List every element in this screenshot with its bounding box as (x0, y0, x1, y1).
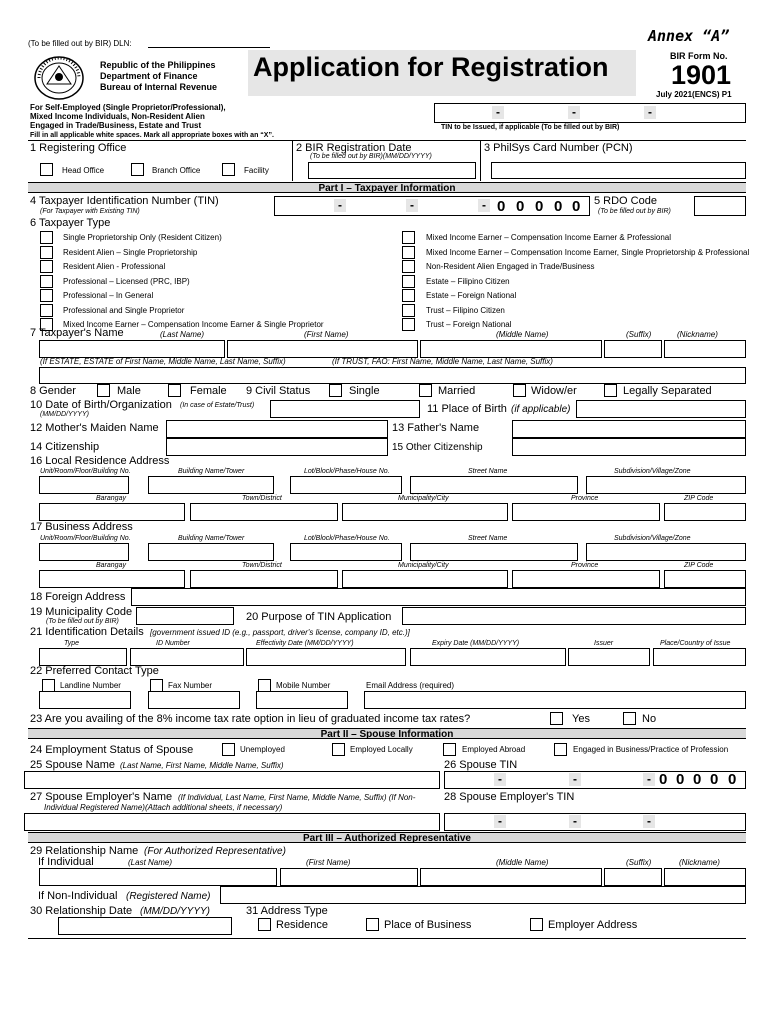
employer-address-label: Employer Address (548, 919, 638, 931)
addr-col-barangay: Barangay (96, 562, 126, 569)
res-lot-field[interactable] (290, 476, 402, 494)
fathers-name-field[interactable] (512, 420, 746, 438)
fathers-name-label: 13 Father's Name (392, 422, 480, 434)
facility-label: Facility (244, 166, 269, 175)
gender-label: 8 Gender (30, 385, 76, 397)
addr-col-unit: Unit/Room/Floor/Building No. (40, 535, 131, 542)
id-number-field[interactable] (130, 648, 244, 666)
addr-col-building: Building Name/Tower (178, 535, 245, 542)
if-individual-label: If Individual (38, 856, 94, 868)
bus-zip-field[interactable] (664, 570, 746, 588)
tin-dash-3: - (478, 199, 490, 212)
employed-locally-label: Employed Locally (350, 745, 413, 754)
nickname-field[interactable] (664, 340, 746, 358)
taxpayer-type-checkbox[interactable] (40, 304, 53, 317)
purpose-field[interactable] (402, 607, 746, 625)
local-residence-address-label: 16 Local Residence Address (30, 455, 170, 467)
branch-office-label: Branch Office (152, 166, 201, 175)
spouse-tin-branch-digit: 0 (693, 771, 702, 788)
spouse-tin-dash-1: - (494, 773, 506, 786)
spouse-name-note: (Last Name, First Name, Middle Name, Suffix) (120, 761, 284, 770)
for-line-3: Engaged in Trade/Business, Estate and Trust (30, 121, 202, 130)
addr-col-subdivision: Subdivision/Village/Zone (614, 468, 691, 475)
taxpayer-type-checkbox[interactable] (402, 246, 415, 259)
tin-issued-label: TIN to be Issued, if applicable (To be filled out by BIR) (441, 124, 620, 131)
rep-nickname-caption: (Nickname) (679, 858, 720, 867)
place-of-birth-field[interactable] (576, 400, 746, 418)
taxpayer-type-option-label: Single Proprietorship Only (Resident Citizen) (63, 233, 222, 242)
bus-subdivision-field[interactable] (586, 543, 746, 561)
part-1-header: Part I – Taxpayer Information (28, 182, 746, 193)
bus-barangay-field[interactable] (39, 570, 185, 588)
addr-col-zip: ZIP Code (684, 562, 714, 569)
male-label: Male (117, 385, 141, 397)
business-address-label: 17 Business Address (30, 521, 133, 533)
employed-locally-checkbox[interactable] (332, 743, 345, 756)
id-col-effectivity: Effectivity Date (MM/DD/YYYY) (256, 640, 354, 647)
bir-seal-icon (33, 56, 85, 100)
tin-branch-digit: 0 (497, 198, 506, 215)
residence-checkbox[interactable] (258, 918, 271, 931)
id-col-place: Place/Country of Issue (660, 640, 731, 647)
id-col-expiry: Expiry Date (MM/DD/YYYY) (432, 640, 520, 647)
relationship-date-field[interactable] (58, 917, 232, 935)
facility-checkbox[interactable] (222, 163, 235, 176)
female-label: Female (190, 385, 227, 397)
suffix-caption: (Suffix) (626, 330, 652, 339)
spouse-tin-branch-digit: 0 (710, 771, 719, 788)
for-line-1: For Self-Employed (Single Proprietor/Professional), (30, 103, 226, 112)
taxpayer-type-label: 6 Taxpayer Type (30, 217, 111, 229)
email-label: Email Address (required) (366, 681, 455, 690)
taxpayer-type-option-label: Estate – Filipino Citizen (426, 276, 510, 286)
first-name-caption: (First Name) (304, 330, 349, 339)
mobile-label: Mobile Number (276, 681, 331, 690)
place-of-business-checkbox[interactable] (366, 918, 379, 931)
res-province-field[interactable] (512, 503, 660, 521)
tin-issued-dash-3: - (644, 106, 656, 119)
part-3-header: Part III – Authorized Representative (28, 832, 746, 843)
taxpayer-type-checkbox[interactable] (40, 260, 53, 273)
tin-branch-digit: 0 (516, 198, 525, 215)
rdo-code-label: 5 RDO Code (594, 195, 657, 207)
branch-office-checkbox[interactable] (131, 163, 144, 176)
spouse-employer-name-label: 27 Spouse Employer's Name (30, 791, 173, 803)
identification-details-label: 21 Identification Details (30, 626, 144, 638)
res-unit-field[interactable] (39, 476, 129, 494)
philsys-pcn-field[interactable] (491, 162, 746, 179)
date-of-birth-format: (MM/DD/YYYY) (40, 411, 89, 418)
rep-nickname-field[interactable] (664, 868, 746, 886)
page-title: Application for Registration (253, 52, 609, 82)
legally-separated-label: Legally Separated (623, 385, 712, 397)
place-of-birth-note: (if applicable) (511, 404, 571, 415)
bus-unit-field[interactable] (39, 543, 129, 561)
income-tax-option-question: 23 Are you availing of the 8% income tax rate option in lieu of graduated income tax rates? (30, 713, 471, 725)
unemployed-label: Unemployed (240, 745, 285, 754)
res-building-field[interactable] (148, 476, 274, 494)
spouse-tin-branch-digit: 0 (676, 771, 685, 788)
taxpayer-type-checkbox[interactable] (402, 318, 415, 331)
philsys-pcn-label: 3 PhilSys Card Number (PCN) (484, 142, 633, 154)
taxpayer-type-option-label: Mixed Income Earner – Compensation Income Earner & Professional (426, 233, 672, 242)
bus-town-field[interactable] (190, 570, 338, 588)
addr-col-municipality: Municipality/City (398, 495, 449, 502)
relationship-date-format: (MM/DD/YYYY) (140, 906, 210, 917)
purpose-label: 20 Purpose of TIN Application (246, 611, 392, 623)
tin-branch-digit: 0 (535, 198, 544, 215)
tin-label: 4 Taxpayer Identification Number (TIN) (30, 195, 219, 207)
relationship-date-label: 30 Relationship Date (30, 905, 133, 917)
taxpayer-type-checkbox[interactable] (402, 304, 415, 317)
agency-line-1: Republic of the Philippines (100, 60, 216, 70)
res-town-field[interactable] (190, 503, 338, 521)
addr-col-town: Town/District (242, 562, 282, 569)
fax-field[interactable] (148, 691, 240, 709)
unemployed-checkbox[interactable] (222, 743, 235, 756)
spouse-employer-note-1: (If Individual, Last Name, First Name, Middle Name, Suffix) (If Non- (178, 793, 416, 802)
male-checkbox[interactable] (97, 384, 110, 397)
mothers-maiden-name-field[interactable] (166, 420, 388, 438)
no-label: No (642, 713, 657, 725)
spouse-name-label: 25 Spouse Name (30, 759, 115, 771)
res-zip-field[interactable] (664, 503, 746, 521)
id-expiry-field[interactable] (410, 648, 566, 666)
widower-label: Widow/er (531, 385, 577, 397)
rep-middle-name-caption: (Middle Name) (496, 858, 549, 867)
addr-col-lot: Lot/Block/Phase/House No. (304, 468, 390, 475)
landline-label: Landline Number (60, 681, 121, 690)
form-number: 1901 (671, 60, 732, 90)
widower-checkbox[interactable] (513, 384, 526, 397)
agency-line-2: Department of Finance (100, 71, 198, 81)
bir-registration-date-note: (To be filled out by BIR)(MM/DD/YYYY) (310, 153, 432, 160)
bus-municipality-field[interactable] (342, 570, 508, 588)
spouse-employer-tin-dash-3: - (643, 815, 655, 828)
single-label: Single (349, 385, 380, 397)
tin-note: (For Taxpayer with Existing TIN) (40, 208, 140, 215)
landline-field[interactable] (39, 691, 131, 709)
estate-trust-name-field[interactable] (39, 367, 746, 384)
other-citizenship-label: 15 Other Citizenship (392, 442, 483, 453)
addr-col-subdivision: Subdivision/Village/Zone (614, 535, 691, 542)
female-checkbox[interactable] (168, 384, 181, 397)
place-of-business-label: Place of Business (384, 919, 472, 931)
agency-line-3: Bureau of Internal Revenue (100, 82, 218, 92)
bus-street-field[interactable] (410, 543, 578, 561)
spouse-tin-dash-2: - (569, 773, 581, 786)
citizenship-label: 14 Citizenship (30, 441, 100, 453)
addr-col-town: Town/District (242, 495, 282, 502)
rdo-code-note: (To be filled out by BIR) (598, 208, 671, 215)
citizenship-field[interactable] (166, 438, 388, 456)
legally-separated-checkbox[interactable] (604, 384, 617, 397)
mothers-maiden-name-label: 12 Mother's Maiden Name (30, 422, 159, 434)
spouse-tin-dash-3: - (643, 773, 655, 786)
res-municipality-field[interactable] (342, 503, 508, 521)
taxpayer-type-option-label: Resident Alien – Single Proprietorship (63, 247, 198, 257)
bus-province-field[interactable] (512, 570, 660, 588)
rep-last-name-caption: (Last Name) (128, 858, 173, 867)
trust-note: (If TRUST, FAO: First Name, Middle Name, Last Name, Suffix) (332, 357, 553, 366)
addr-col-building: Building Name/Tower (178, 468, 245, 475)
addr-col-province: Province (571, 495, 599, 502)
tin-issued-dash-1: - (492, 106, 504, 119)
married-label: Married (438, 385, 476, 397)
email-field[interactable] (364, 691, 746, 709)
taxpayer-type-checkbox[interactable] (402, 260, 415, 273)
eight-percent-no-checkbox[interactable] (623, 712, 636, 725)
tin-issued-dash-2: - (568, 106, 580, 119)
date-of-birth-label: 10 Date of Birth/Organization (30, 399, 172, 411)
spouse-employer-note-2: Individual Registered Name)(Attach additional sheets, if necessary) (44, 803, 283, 812)
rdo-code-field[interactable] (694, 196, 746, 216)
tin-branch-digit: 0 (554, 198, 563, 215)
fax-label: Fax Number (168, 681, 213, 690)
res-street-field[interactable] (410, 476, 578, 494)
spouse-tin-branch-digit: 0 (659, 771, 668, 788)
taxpayer-type-option-label: Resident Alien - Professional (63, 262, 166, 271)
bus-building-field[interactable] (148, 543, 274, 561)
spouse-employer-name-field[interactable] (24, 813, 440, 831)
civil-status-label: 9 Civil Status (246, 385, 311, 397)
id-effectivity-field[interactable] (246, 648, 406, 666)
date-of-birth-field[interactable] (270, 400, 420, 418)
relationship-name-note: (For Authorized Representative) (144, 846, 286, 857)
other-citizenship-field[interactable] (512, 438, 746, 456)
taxpayer-type-checkbox[interactable] (402, 275, 415, 288)
taxpayer-type-option-label: Professional and Single Proprietor (63, 305, 185, 315)
suffix-field[interactable] (604, 340, 662, 358)
taxpayer-name-label: 7 Taxpayer's Name (30, 327, 124, 339)
engaged-business-checkbox[interactable] (554, 743, 567, 756)
for-line-2: Mixed Income Individuals, Non-Resident Alien (30, 112, 205, 121)
rep-first-name-caption: (First Name) (306, 858, 351, 867)
taxpayer-type-option-label: Non-Resident Alien Engaged in Trade/Business (426, 262, 595, 271)
registering-office-label: 1 Registering Office (30, 142, 127, 154)
tin-branch-digit: 0 (572, 198, 581, 215)
mobile-field[interactable] (256, 691, 348, 709)
employed-abroad-label: Employed Abroad (462, 745, 526, 754)
address-type-label: 31 Address Type (246, 905, 328, 917)
yes-label: Yes (572, 713, 590, 725)
id-type-field[interactable] (39, 648, 127, 666)
rep-first-name-field[interactable] (280, 868, 418, 886)
taxpayer-type-checkbox[interactable] (40, 246, 53, 259)
employed-abroad-checkbox[interactable] (443, 743, 456, 756)
addr-col-province: Province (571, 562, 599, 569)
rep-suffix-field[interactable] (604, 868, 662, 886)
married-checkbox[interactable] (419, 384, 432, 397)
taxpayer-type-checkbox[interactable] (402, 231, 415, 244)
tin-dash-1: - (334, 199, 346, 212)
form-label: BIR Form No. (670, 51, 728, 61)
foreign-address-field[interactable] (131, 588, 746, 606)
bir-registration-date-label: 2 BIR Registration Date (296, 142, 412, 154)
place-of-birth-label: 11 Place of Birth (427, 403, 507, 415)
taxpayer-type-checkbox[interactable] (40, 275, 53, 288)
head-office-checkbox[interactable] (40, 163, 53, 176)
spouse-name-field[interactable] (24, 771, 440, 789)
form-revision: July 2021(ENCS) P1 (656, 90, 732, 99)
preferred-contact-label: 22 Preferred Contact Type (30, 665, 159, 677)
residence-label: Residence (276, 919, 328, 931)
municipality-code-note: (To be filled out by BIR) (46, 618, 119, 625)
addr-col-unit: Unit/Room/Floor/Building No. (40, 468, 131, 475)
estate-note: (If ESTATE, ESTATE of First Name, Middle Name, Last Name, Suffix) (40, 357, 286, 366)
taxpayer-type-option-label: Mixed Income Earner – Compensation Income Earner, Single Proprietorship & Professional (426, 247, 750, 257)
middle-name-field[interactable] (420, 340, 602, 358)
engaged-business-label: Engaged in Business/Practice of Profession (573, 745, 729, 754)
single-checkbox[interactable] (329, 384, 342, 397)
dln-line (148, 47, 270, 48)
addr-col-zip: ZIP Code (684, 495, 714, 502)
tin-dash-2: - (406, 199, 418, 212)
rep-registered-name-field[interactable] (220, 886, 746, 904)
taxpayer-type-option-label: Trust – Foreign National (426, 320, 512, 329)
eight-percent-yes-checkbox[interactable] (550, 712, 563, 725)
res-barangay-field[interactable] (39, 503, 185, 521)
first-name-field[interactable] (227, 340, 418, 358)
spouse-tin-branch-digit: 0 (728, 771, 737, 788)
taxpayer-type-option-label: Professional – Licensed (PRC, IBP) (63, 276, 190, 286)
part-2-header: Part II – Spouse Information (28, 728, 746, 739)
bir-registration-date-field[interactable] (308, 162, 476, 179)
nickname-caption: (Nickname) (677, 330, 718, 339)
tin-issued-field[interactable] (434, 103, 746, 123)
taxpayer-type-checkbox[interactable] (40, 231, 53, 244)
date-of-birth-note: (In case of Estate/Trust) (180, 402, 255, 409)
addr-col-street: Street Name (468, 535, 508, 542)
id-col-type: Type (64, 640, 80, 647)
rep-suffix-caption: (Suffix) (626, 858, 652, 867)
fill-instruction: Fill in all applicable white spaces. Mark all appropriate boxes with an “X”. (30, 132, 274, 139)
id-place-field[interactable] (653, 648, 746, 666)
taxpayer-type-option-label: Trust – Filipino Citizen (426, 305, 505, 315)
spouse-tin-label: 26 Spouse TIN (444, 759, 518, 771)
spouse-employer-tin-field[interactable] (444, 813, 746, 831)
foreign-address-label: 18 Foreign Address (30, 591, 126, 603)
last-name-field[interactable] (39, 340, 225, 358)
taxpayer-type-option-label: Professional – In General (63, 291, 154, 300)
relationship-name-label: 29 Relationship Name (30, 845, 139, 857)
employer-address-checkbox[interactable] (530, 918, 543, 931)
middle-name-caption: (Middle Name) (496, 330, 549, 339)
id-col-issuer: Issuer (594, 640, 614, 647)
municipality-code-field[interactable] (136, 607, 234, 625)
id-issuer-field[interactable] (568, 648, 650, 666)
spouse-employment-label: 24 Employment Status of Spouse (30, 744, 194, 756)
taxpayer-type-checkbox[interactable] (40, 289, 53, 302)
last-name-caption: (Last Name) (160, 330, 205, 339)
addr-col-street: Street Name (468, 468, 508, 475)
annex-label: Annex “A” (648, 27, 730, 45)
addr-col-lot: Lot/Block/Phase/House No. (304, 535, 390, 542)
id-col-number: ID Number (156, 640, 190, 647)
if-non-individual-label: If Non-Individual (38, 890, 118, 902)
head-office-label: Head Office (62, 166, 105, 175)
dln-label: (To be filled out by BIR) DLN: (28, 39, 132, 48)
registered-name-caption: (Registered Name) (126, 891, 211, 902)
rep-middle-name-field[interactable] (420, 868, 602, 886)
bus-lot-field[interactable] (290, 543, 402, 561)
spouse-employer-tin-label: 28 Spouse Employer's TIN (444, 791, 575, 803)
rep-last-name-field[interactable] (39, 868, 277, 886)
addr-col-municipality: Municipality/City (398, 562, 449, 569)
addr-col-barangay: Barangay (96, 495, 126, 502)
res-subdivision-field[interactable] (586, 476, 746, 494)
taxpayer-type-option-label: Mixed Income Earner – Compensation Income Earner & Single Proprietor (63, 320, 324, 329)
spouse-employer-tin-dash-1: - (494, 815, 506, 828)
municipality-code-label: 19 Municipality Code (30, 606, 133, 618)
spouse-employer-tin-dash-2: - (569, 815, 581, 828)
taxpayer-type-option-label: Estate – Foreign National (426, 291, 517, 300)
taxpayer-type-checkbox[interactable] (402, 289, 415, 302)
identification-details-note: [government issued ID (e.g., passport, driver's license, company ID, etc.)] (150, 628, 410, 637)
